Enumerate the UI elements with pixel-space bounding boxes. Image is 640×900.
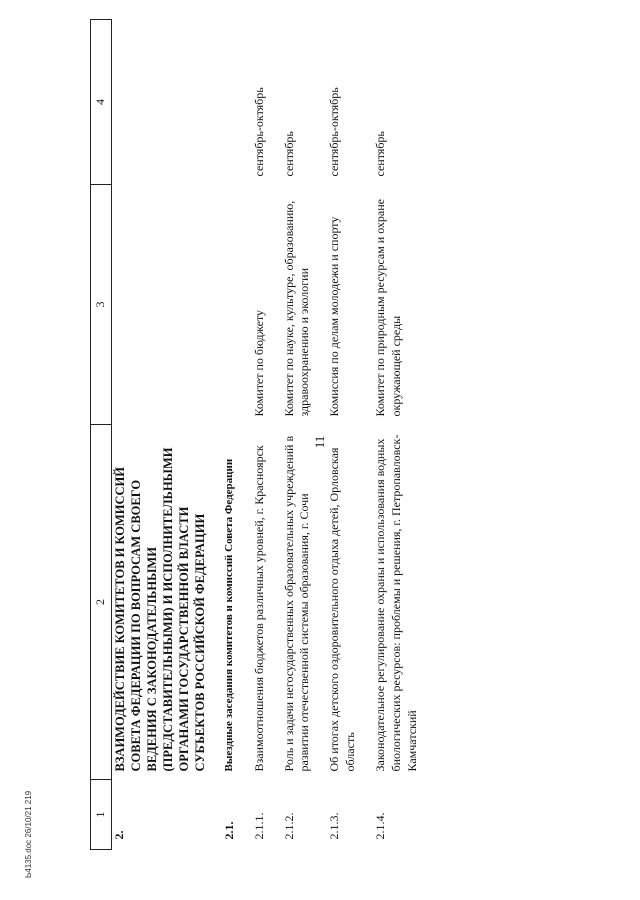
header-cell-3: 3 [91,185,112,425]
rotated-table-container [90,20,550,850]
table-row [327,20,373,850]
section-number: 2. [112,830,126,840]
row-responsible: Комитет по природным ресурсам и охране окружающей среды [372,199,403,417]
row-number: 2.1.1. [251,812,266,840]
document-code: Ь4135.doc 26/10/21 219 [24,790,33,878]
subsection-number: 2.1. [222,821,236,840]
table-row [252,20,282,850]
row-responsible: Комитет по науке, культуре, образованию, здравоохранению и экологии [281,200,312,417]
subsection-row [222,20,252,850]
header-cell-1: 1 [91,780,112,850]
subsection-title: Выездные заседания комитетов и комиссий Совета Федерации [223,458,235,772]
section-row [112,20,223,850]
table-row [282,20,328,850]
row-number: 2.1.4. [372,812,387,840]
row-period: сентябрь [372,131,387,177]
row-topic: Об итогах детского оздоровительного отдыха детей, Орловская область [327,447,358,772]
row-number: 2.1.3. [327,812,342,840]
row-topic: Взаимоотношения бюджетов различных уровней, г. Красноярск [251,445,266,772]
schedule-table [90,19,434,850]
table-row [373,20,434,850]
header-cell-4: 4 [91,20,112,185]
header-cell-2: 2 [91,425,112,780]
row-period: сентябрь-октябрь [251,87,266,177]
page-number: 11 [312,435,327,449]
row-topic: Роль и задачи негосударственных образовательных учреждений в развитии отечественной системы образования, г. Сочи [281,435,312,772]
row-responsible: Комитет по бюджету [251,309,266,417]
row-number: 2.1.2. [281,812,296,840]
section-title: ВЗАИМОДЕЙСТВИЕ КОМИТЕТОВ И КОМИССИЙ СОВЕТА ФЕДЕРАЦИИ ПО ВОПРОСАМ СВОЕГО ВЕДЕНИЯ С ЗАКОНОДАТЕЛЬНЫМИ (ПРЕДСТАВИТЕЛЬНЫМИ) И ИСПОЛНИТЕЛЬНЫМИ ОРГАНАМИ ГОСУДАРСТВЕННОЙ ВЛАСТИ СУБЪЕКТОВ РОССИЙСКОЙ ФЕДЕРАЦИИ [113,447,207,772]
row-period: сентябрь-октябрь [327,87,342,177]
row-topic: Законодательное регулирование охраны и использования водных биологических ресурсов: проблемы и решения, г. Петропавловск-Камчатский [372,434,419,772]
row-responsible: Комиссия по делам молодежи и спорту [327,216,342,417]
row-period: сентябрь [281,131,296,177]
header-row [91,20,112,850]
